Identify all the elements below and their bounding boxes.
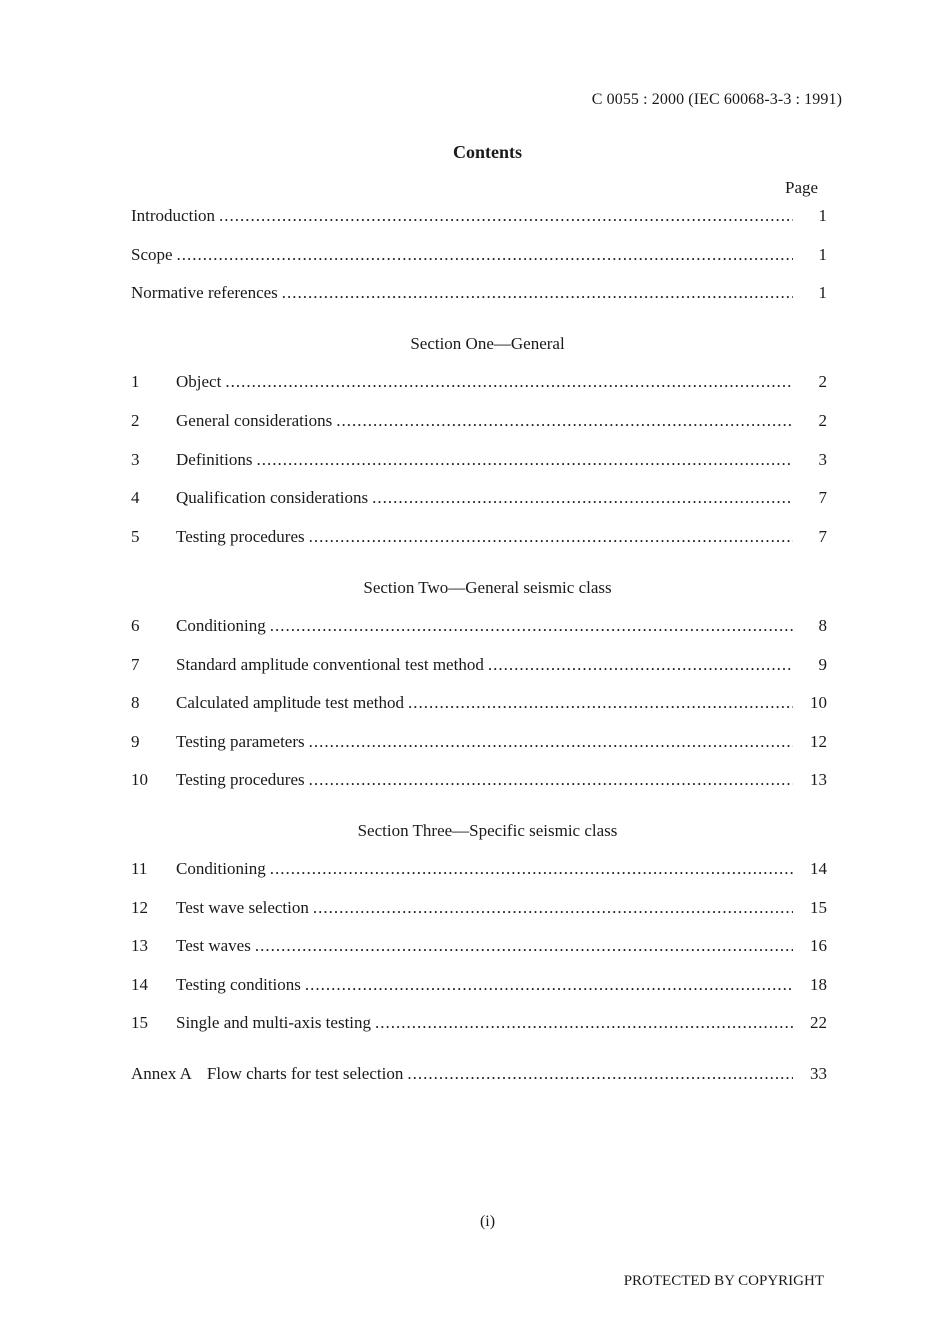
toc-entry-page: 3 — [818, 450, 827, 469]
leader-dots — [282, 283, 793, 303]
toc-entry-normative-references[interactable] — [131, 283, 827, 307]
section-heading-one: Section One—General — [410, 334, 565, 353]
toc-entry-number: 13 — [131, 936, 148, 955]
toc-entry-number: 9 — [131, 732, 140, 751]
toc-entry-introduction[interactable] — [131, 206, 827, 230]
toc-entry-number: 2 — [131, 411, 140, 430]
toc-entry-title: Introduction — [131, 206, 216, 225]
toc-entry-title: Definitions — [176, 450, 253, 469]
leader-dots — [225, 372, 793, 392]
leader-dots — [375, 1013, 793, 1033]
toc-entry-page: 22 — [810, 1013, 827, 1032]
toc-entry-number: 6 — [131, 616, 140, 635]
toc-entry-page: 1 — [818, 206, 827, 225]
toc-entry-13[interactable] — [131, 936, 827, 960]
toc-entry-title: Normative references — [131, 283, 278, 302]
toc-entry-title: Testing procedures — [176, 770, 305, 789]
toc-entry-4[interactable] — [131, 488, 827, 512]
section-heading-three: Section Three—Specific seismic class — [357, 821, 618, 840]
leader-dots — [408, 693, 793, 713]
toc-entry-number: 11 — [131, 859, 148, 878]
toc-entry-title: Test wave selection — [176, 898, 309, 917]
toc-entry-6[interactable] — [131, 616, 827, 640]
leader-dots — [309, 527, 793, 547]
toc-entry-page: 15 — [810, 898, 827, 917]
toc-entry-page: 8 — [818, 616, 827, 635]
toc-entry-page: 33 — [810, 1064, 827, 1083]
section-heading-two: Section Two—General seismic class — [363, 578, 612, 597]
toc-entry-number: 10 — [131, 770, 148, 789]
toc-entry-page: 7 — [818, 488, 827, 507]
toc-entry-3[interactable] — [131, 450, 827, 474]
leader-dots — [407, 1064, 793, 1084]
toc-entry-scope[interactable] — [131, 245, 827, 269]
toc-entry-page: 16 — [810, 936, 827, 955]
toc-entry-title: Testing parameters — [176, 732, 305, 751]
leader-dots — [313, 898, 793, 918]
toc-entry-title: Object — [176, 372, 222, 391]
toc-entry-page: 7 — [818, 527, 827, 546]
toc-entry-15[interactable] — [131, 1013, 827, 1037]
toc-entry-page: 13 — [810, 770, 827, 789]
leader-dots — [372, 488, 793, 508]
toc-entry-title: Testing conditions — [176, 975, 301, 994]
toc-entry-page: 10 — [810, 693, 827, 712]
toc-entry-number: 3 — [131, 450, 140, 469]
leader-dots — [309, 770, 793, 790]
toc-entry-2[interactable] — [131, 411, 827, 435]
toc-entry-number: 15 — [131, 1013, 148, 1032]
toc-entry-title: Conditioning — [176, 859, 266, 878]
toc-entry-title: Standard amplitude conventional test method — [176, 655, 484, 674]
toc-entry-title: Single and multi-axis testing — [176, 1013, 372, 1032]
page-title: Contents — [452, 142, 522, 162]
leader-dots — [177, 245, 793, 265]
toc-entry-10[interactable] — [131, 770, 827, 794]
leader-dots — [309, 732, 793, 752]
leader-dots — [336, 411, 793, 431]
annex-label: Annex A — [131, 1064, 192, 1083]
toc-entry-title: Scope — [131, 245, 173, 264]
toc-entry-number: 12 — [131, 898, 148, 917]
toc-entry-5[interactable] — [131, 527, 827, 551]
toc-entry-page: 18 — [810, 975, 827, 994]
toc-entry-title: Test waves — [176, 936, 251, 955]
toc-entry-number: 14 — [131, 975, 148, 994]
toc-entry-annex-a[interactable] — [131, 1064, 827, 1088]
toc-entry-11[interactable] — [131, 859, 827, 883]
toc-entry-number: 8 — [131, 693, 140, 712]
toc-entry-number: 7 — [131, 655, 140, 674]
toc-entry-8[interactable] — [131, 693, 827, 717]
document-code: C 0055 : 2000 (IEC 60068-3-3 : 1991) — [591, 91, 842, 108]
toc-entry-title: Qualification considerations — [176, 488, 369, 507]
toc-entry-number: 5 — [131, 527, 140, 546]
toc-entry-9[interactable] — [131, 732, 827, 756]
leader-dots — [270, 616, 793, 636]
page-column-heading: Page — [785, 178, 819, 197]
toc-entry-number: 4 — [131, 488, 140, 507]
toc-entry-number: 1 — [131, 372, 140, 391]
page-folio: (i) — [479, 1213, 496, 1230]
toc-entry-title: Testing procedures — [176, 527, 305, 546]
toc-entry-page: 1 — [818, 283, 827, 302]
toc-entry-title: Conditioning — [176, 616, 266, 635]
leader-dots — [219, 206, 793, 226]
leader-dots — [257, 450, 794, 470]
copyright-notice: PROTECTED BY COPYRIGHT — [623, 1273, 824, 1289]
toc-entry-title: Calculated amplitude test method — [176, 693, 405, 712]
toc-entry-page: 14 — [810, 859, 827, 878]
toc-entry-page: 12 — [810, 732, 827, 751]
toc-entry-1[interactable] — [131, 372, 827, 396]
leader-dots — [270, 859, 793, 879]
toc-entry-page: 2 — [818, 411, 827, 430]
leader-dots — [255, 936, 793, 956]
toc-entry-title: General considerations — [176, 411, 333, 430]
leader-dots — [488, 655, 793, 675]
toc-entry-14[interactable] — [131, 975, 827, 999]
toc-entry-12[interactable] — [131, 898, 827, 922]
toc-entry-7[interactable] — [131, 655, 827, 679]
toc-entry-page: 2 — [818, 372, 827, 391]
toc-entry-title: Flow charts for test selection — [206, 1064, 404, 1083]
leader-dots — [305, 975, 793, 995]
toc-entry-page: 9 — [818, 655, 827, 674]
toc-entry-page: 1 — [818, 245, 827, 264]
